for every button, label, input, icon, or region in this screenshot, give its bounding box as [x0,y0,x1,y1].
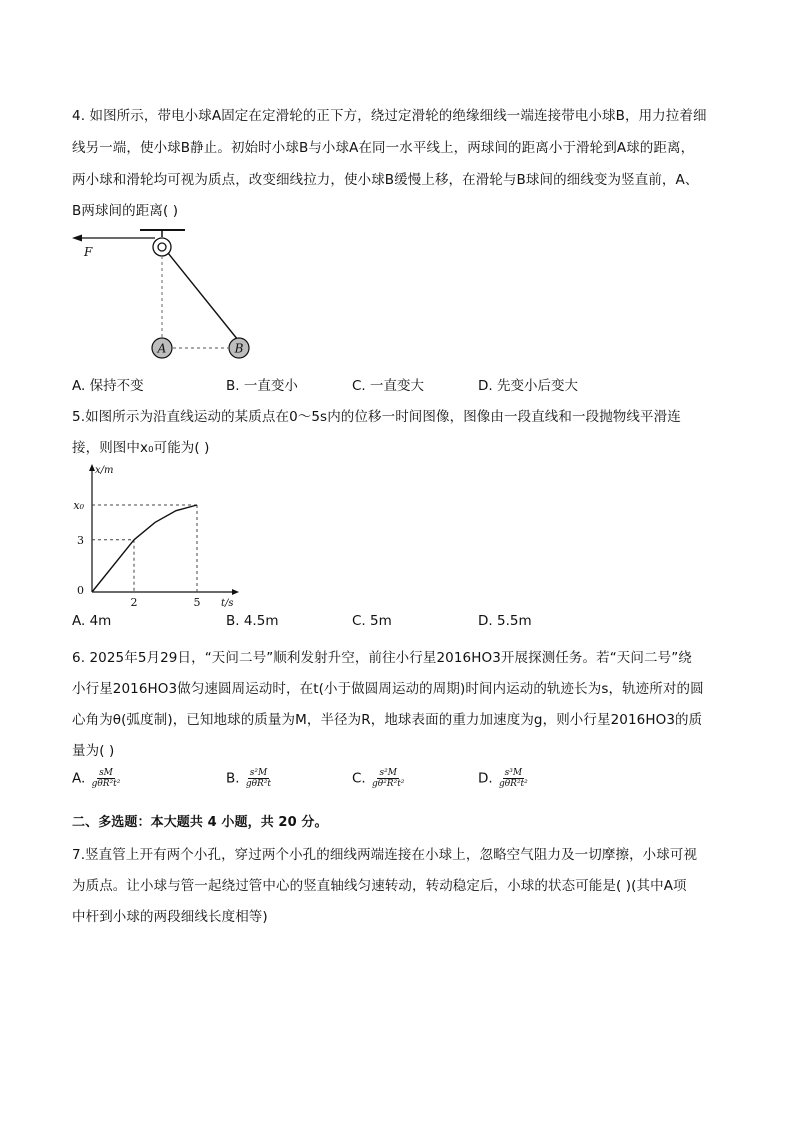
ball-a-label: A [157,341,167,356]
q5-line-1: 5.如图所示为沿直线运动的某质点在0～5s内的位移一时间图像，图像由一段直线和一段抛物线平滑连 [72,409,681,425]
x-axis-label: t/s [221,598,234,609]
ball-b-label: B [234,341,244,356]
pulley-figure [60,225,270,370]
parabola-segment [134,505,197,540]
q6-option-c-fraction: $\frac{\text{s²M}}{\text{gθ²R²t²}}$ [372,768,405,789]
q6-option-d[interactable] [478,768,530,789]
q4-option-d[interactable]: D. 先变小后变大 [478,378,578,394]
q6-option-d-fraction: $\frac{\text{s³M}}{\text{gθR²t²}}$ [498,768,528,789]
q4-line-4: B两球间的距离( ) [72,203,179,219]
y-tick-label: 0 [77,584,84,597]
q4-line-1: 4. 如图所示，带电小球A固定在定滑轮的正下方，绕过定滑轮的绝缘细线一端连接带电小球B，用力拉着细 [72,108,707,124]
q6-option-c[interactable] [352,768,406,789]
q6-option-b-label: B. [226,770,240,787]
x-tick-label: 2 [130,596,138,609]
q7-line-1: 7.竖直管上开有两个小孔，穿过两个小孔的细线两端连接在小球上，忽略空气阻力及一切摩擦，小球可视 [72,847,698,863]
q5-option-a[interactable]: A. 4m [72,613,112,629]
q5-line-2: 接，则图中x₀可能为( ) [72,440,210,456]
section-heading: 二、多选题：本大题共 4 小题，共 20 分。 [72,815,328,830]
q7-line-3: 中杆到小球的两段细线长度相等) [72,909,268,925]
q7-line-2: 为质点。让小球与管一起绕过管中心的竖直轴线匀速转动，转动稳定后，小球的状态可能是( )(其中A项 [72,878,687,894]
string-to-b [168,253,238,340]
q6-line-2: 小行星2016HO3做匀速圆周运动时，在t(小于做圆周运动的周期)时间内运动的轨迹长为s，轨迹所对的圆 [72,681,704,697]
q4-option-a[interactable]: A. 保持不变 [72,378,144,394]
q4-option-b[interactable]: B. 一直变小 [226,378,298,394]
displacement-time-chart [60,460,250,610]
q4-option-c[interactable]: C. 一直变大 [352,378,425,394]
q4-line-2: 线另一端，使小球B静止。初始时小球B与小球A在同一水平线上，两球间的距离小于滑轮到A球的距离， [72,140,695,156]
y-tick-label: x₀ [73,499,84,512]
q6-option-a[interactable] [72,768,122,789]
y-tick-label: 3 [77,533,84,547]
q6-option-b[interactable] [226,768,273,789]
q6-line-1: 6. 2025年5月29日，“天问二号”顺利发射升空，前往小行星2016HO3开展探测任务。若“天问二号”绕 [72,650,692,666]
q5-option-c[interactable]: C. 5m [352,613,392,629]
q6-option-a-label: A. [72,770,86,787]
q4-line-3: 两小球和滑轮均可视为质点，改变细线拉力，使小球B缓慢上移，在滑轮与B球间的细线变为竖直前，A、 [72,172,699,188]
q6-option-b-fraction: $\frac{\text{s²M}}{\text{gθR²t}}$ [245,768,272,789]
q5-option-b[interactable]: B. 4.5m [226,613,279,629]
q6-option-d-label: D. [478,770,493,787]
x-axis-arrow [232,589,239,595]
y-axis-label: x/m [95,465,114,476]
q6-option-c-label: C. [352,770,366,787]
line-segment [92,540,134,592]
q6-option-a-fraction: $\frac{sM}{\text{gθR²t²}}$ [91,768,121,789]
force-label: F [84,245,93,259]
x-tick-label: 5 [193,596,201,609]
q5-option-d[interactable]: D. 5.5m [478,613,532,629]
q6-line-4: 量为( ) [72,743,115,759]
q6-line-3: 心角为θ(弧度制)，已知地球的质量为M，半径为R，地球表面的重力加速度为g，则小行星2016HO3的质 [72,712,703,728]
